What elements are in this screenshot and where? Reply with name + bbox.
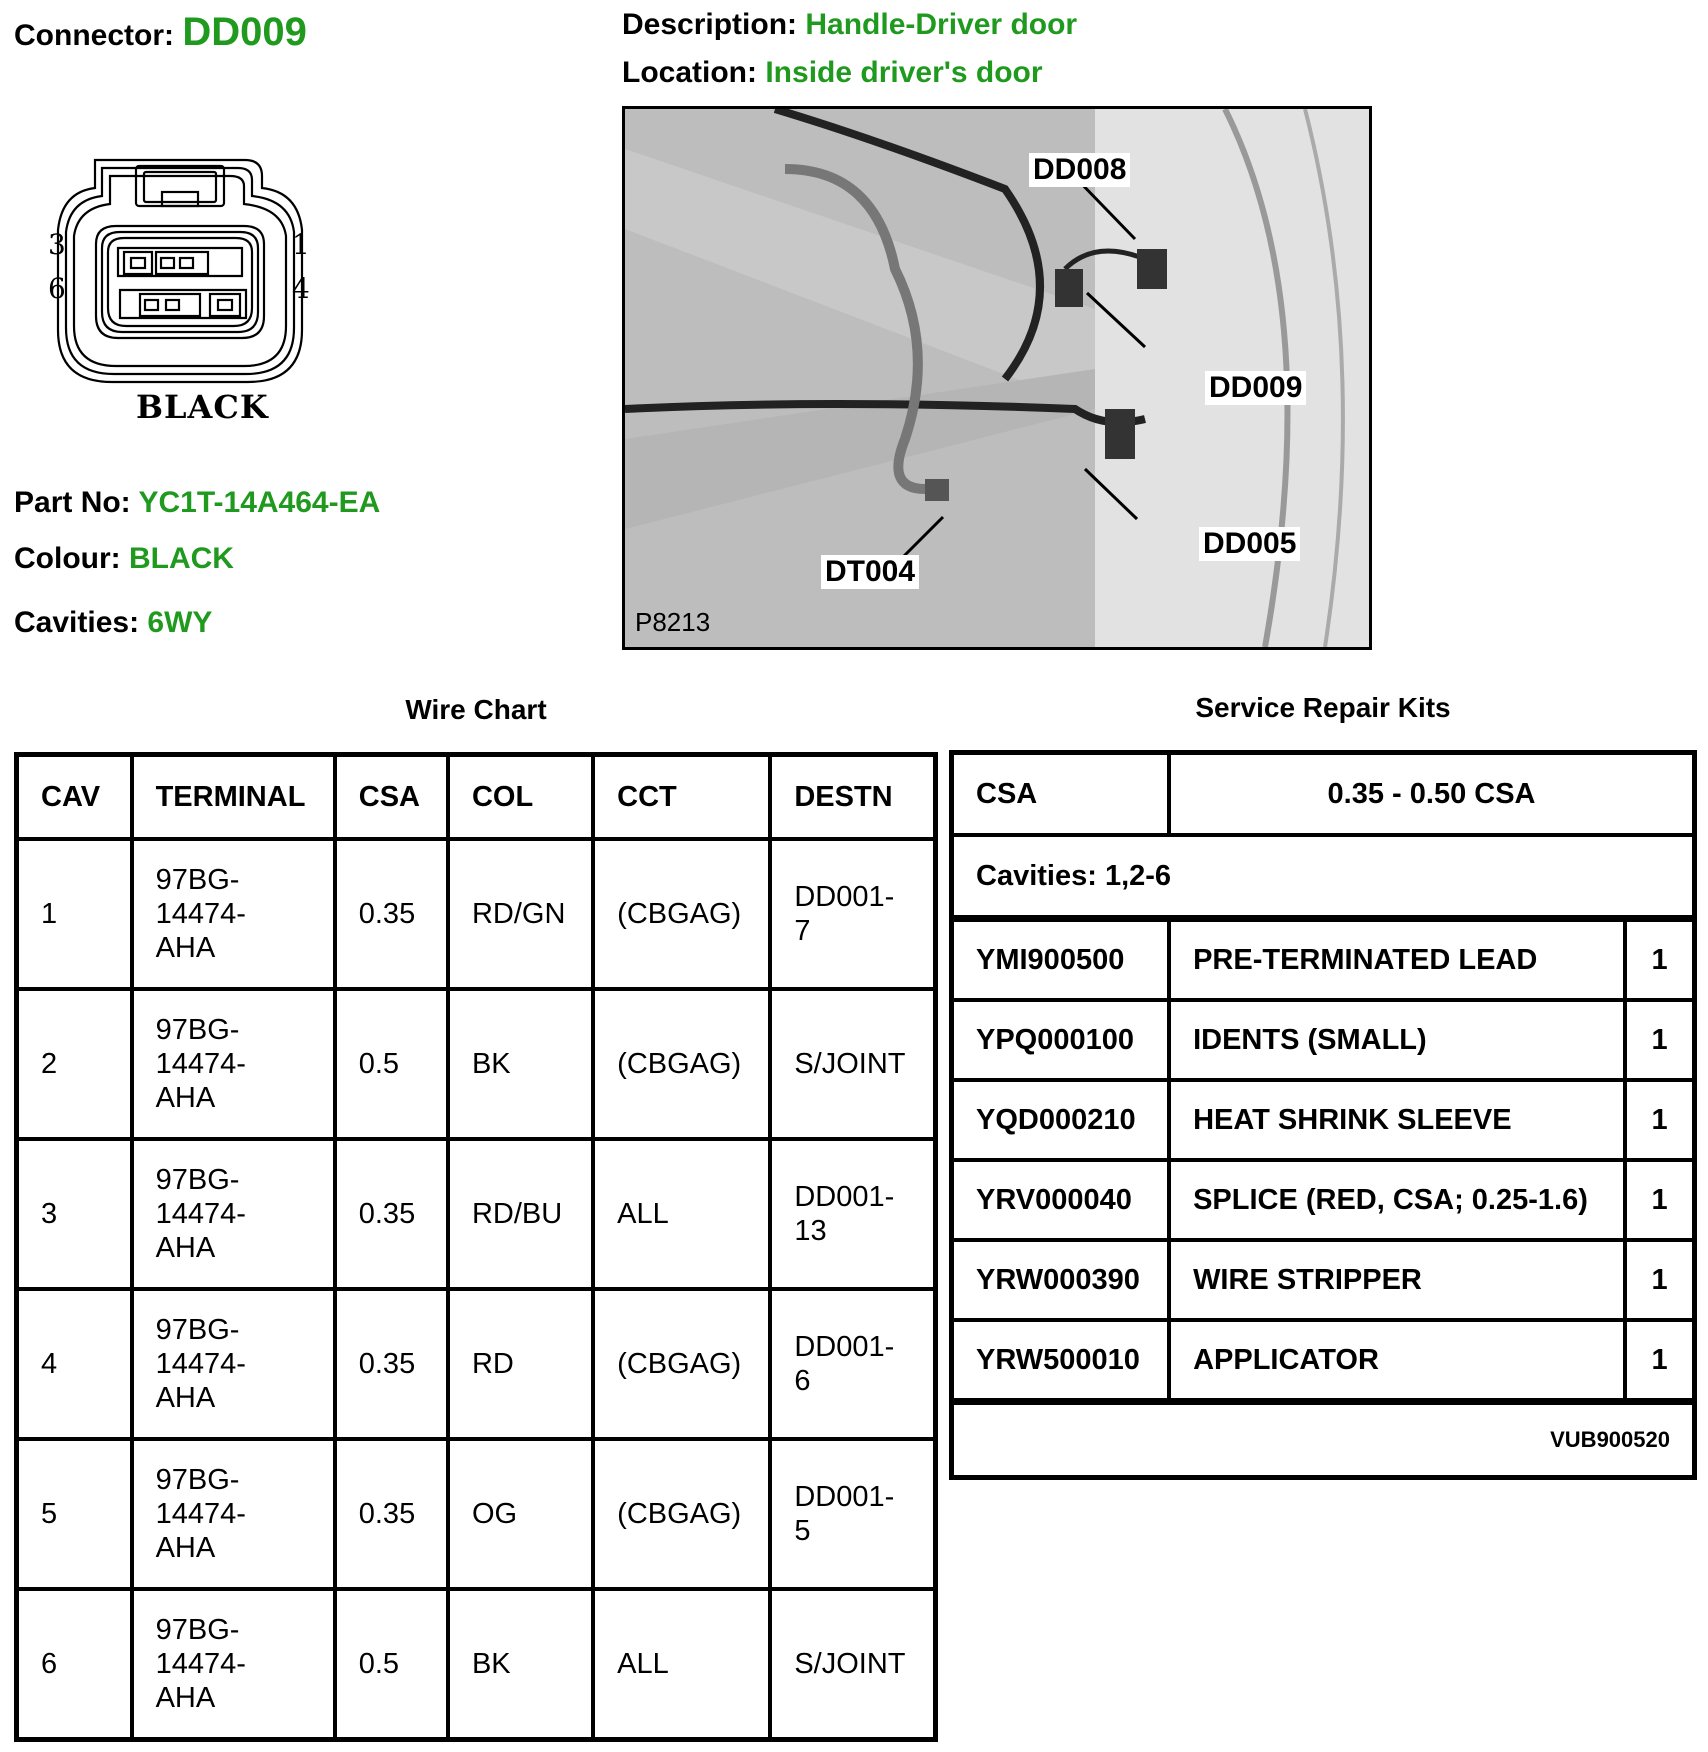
kit-item-row	[952, 1240, 1695, 1320]
kit-description: SPLICE (RED, CSA; 0.25-1.6)	[1169, 1160, 1625, 1240]
cav-cell: 4	[17, 1289, 132, 1439]
cavities-line	[14, 606, 212, 640]
connector-face-diagram	[40, 140, 380, 440]
location-line	[622, 56, 1043, 90]
terminal-cell: 97BG- 14474- AHA	[132, 1589, 335, 1740]
callout-dt004: DT004	[821, 555, 919, 589]
location-value: Inside driver's door	[765, 56, 1043, 89]
kit-description: IDENTS (SMALL)	[1169, 1000, 1625, 1080]
kit-part-number: YPQ000100	[952, 1000, 1170, 1080]
colour-line	[14, 542, 234, 576]
col-header: CAV	[17, 755, 132, 840]
kit-part-number: YRW500010	[952, 1320, 1170, 1402]
kit-description: HEAT SHRINK SLEEVE	[1169, 1080, 1625, 1160]
callout-dd005: DD005	[1199, 527, 1300, 561]
location-photo	[622, 106, 1372, 650]
repair-kits-table	[949, 750, 1697, 1480]
wire-row	[17, 1589, 936, 1740]
pin-4-label: 4	[292, 272, 310, 305]
cct-cell: (CBGAG)	[593, 989, 770, 1139]
kit-description: PRE-TERMINATED LEAD	[1169, 919, 1625, 1001]
col-header: TERMINAL	[132, 755, 335, 840]
colour-value: BLACK	[128, 542, 234, 575]
connector-heading	[14, 10, 307, 55]
repair-kits-title: Service Repair Kits	[1195, 692, 1451, 723]
col-header: CSA	[335, 755, 448, 840]
col-cell: OG	[448, 1439, 593, 1589]
connector-color-label: BLACK	[136, 388, 269, 426]
kit-csa-range: 0.35 - 0.50 CSA	[1169, 753, 1694, 836]
destn-cell: S/JOINT	[770, 989, 935, 1139]
cct-cell: ALL	[593, 1139, 770, 1289]
cav-cell: 2	[17, 989, 132, 1139]
colour-label: Colour:	[14, 542, 121, 575]
csa-cell: 0.35	[335, 1289, 448, 1439]
kit-cavities: Cavities: 1,2-6	[952, 835, 1695, 919]
description-label: Description:	[622, 8, 798, 41]
cct-cell: (CBGAG)	[593, 1439, 770, 1589]
col-header: CCT	[593, 755, 770, 840]
pin-6-label: 6	[48, 272, 66, 305]
kit-item-row	[952, 1320, 1695, 1402]
kit-description: WIRE STRIPPER	[1169, 1240, 1625, 1320]
kit-quantity: 1	[1625, 1240, 1694, 1320]
kit-code: VUB900520	[952, 1402, 1695, 1478]
description-line	[622, 8, 1077, 42]
kit-quantity: 1	[1625, 1320, 1694, 1402]
location-label: Location:	[622, 56, 757, 89]
cavities-value: 6WY	[147, 606, 213, 639]
cav-cell: 3	[17, 1139, 132, 1289]
col-cell: BK	[448, 1589, 593, 1740]
cavities-label: Cavities:	[14, 606, 140, 639]
csa-cell: 0.35	[335, 839, 448, 989]
kit-item-row	[952, 919, 1695, 1001]
kit-quantity: 1	[1625, 1000, 1694, 1080]
kit-item-row	[952, 1160, 1695, 1240]
cav-cell: 1	[17, 839, 132, 989]
col-header: DESTN	[770, 755, 935, 840]
cct-cell: (CBGAG)	[593, 1289, 770, 1439]
kit-item-row	[952, 1000, 1695, 1080]
csa-cell: 0.5	[335, 989, 448, 1139]
terminal-cell: 97BG- 14474- AHA	[132, 1439, 335, 1589]
destn-cell: S/JOINT	[770, 1589, 935, 1740]
part-no-line	[14, 486, 380, 520]
description-value: Handle-Driver door	[805, 8, 1078, 41]
col-cell: BK	[448, 989, 593, 1139]
wire-row	[17, 1439, 936, 1589]
col-cell: RD/GN	[448, 839, 593, 989]
destn-cell: DD001- 7	[770, 839, 935, 989]
kit-quantity: 1	[1625, 1080, 1694, 1160]
wire-row	[17, 1139, 936, 1289]
wire-chart-header-row	[17, 755, 936, 840]
wire-chart-title: Wire Chart	[405, 694, 547, 725]
terminal-cell: 97BG- 14474- AHA	[132, 1139, 335, 1289]
connector-id: DD009	[182, 10, 307, 54]
wire-row	[17, 839, 936, 989]
cct-cell: (CBGAG)	[593, 839, 770, 989]
kit-csa-label: CSA	[952, 753, 1170, 836]
destn-cell: DD001- 5	[770, 1439, 935, 1589]
csa-cell: 0.35	[335, 1139, 448, 1289]
col-cell: RD	[448, 1289, 593, 1439]
callout-dd008: DD008	[1029, 153, 1130, 187]
wire-row	[17, 1289, 936, 1439]
kit-part-number: YMI900500	[952, 919, 1170, 1001]
cct-cell: ALL	[593, 1589, 770, 1740]
part-no-value: YC1T-14A464-EA	[138, 486, 381, 519]
wire-row	[17, 989, 936, 1139]
destn-cell: DD001- 13	[770, 1139, 935, 1289]
col-header: COL	[448, 755, 593, 840]
kit-description: APPLICATOR	[1169, 1320, 1625, 1402]
connector-label: Connector:	[14, 19, 174, 52]
kit-part-number: YQD000210	[952, 1080, 1170, 1160]
destn-cell: DD001- 6	[770, 1289, 935, 1439]
photo-ref: P8213	[635, 607, 711, 637]
col-cell: RD/BU	[448, 1139, 593, 1289]
kit-quantity: 1	[1625, 1160, 1694, 1240]
terminal-cell: 97BG- 14474- AHA	[132, 989, 335, 1139]
pin-3-label: 3	[48, 228, 66, 261]
cav-cell: 5	[17, 1439, 132, 1589]
csa-cell: 0.35	[335, 1439, 448, 1589]
part-no-label: Part No:	[14, 486, 131, 519]
cav-cell: 6	[17, 1589, 132, 1740]
kit-part-number: YRW000390	[952, 1240, 1170, 1320]
pin-1-label: 1	[292, 228, 310, 261]
terminal-cell: 97BG- 14474- AHA	[132, 839, 335, 989]
kit-item-row	[952, 1080, 1695, 1160]
kit-quantity: 1	[1625, 919, 1694, 1001]
callout-dd009: DD009	[1205, 371, 1306, 405]
csa-cell: 0.5	[335, 1589, 448, 1740]
terminal-cell: 97BG- 14474- AHA	[132, 1289, 335, 1439]
wire-chart-table	[14, 752, 938, 1742]
kit-part-number: YRV000040	[952, 1160, 1170, 1240]
